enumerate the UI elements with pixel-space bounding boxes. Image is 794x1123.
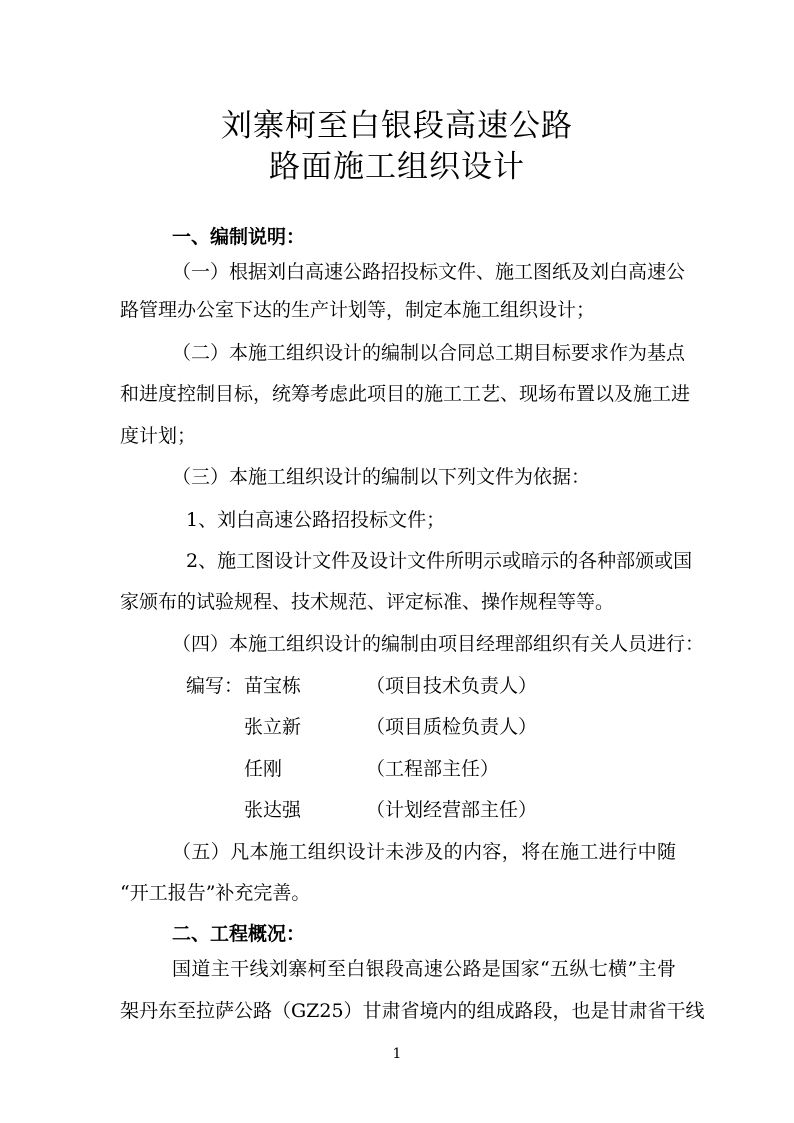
section-2-paragraph-line-2: 架丹东至拉萨公路（GZ25）甘肃省境内的组成路段，也是甘肃省干线 xyxy=(120,1000,705,1022)
team-member-role: （计划经营部主任） xyxy=(366,799,538,821)
paragraph-2-line-1: （二）本施工组织设计的编制以合同总工期目标要求作为基点 xyxy=(172,342,686,364)
team-member-role: （项目技术负责人） xyxy=(366,675,538,697)
paragraph-1-line-2: 路管理办公室下达的生产计划等，制定本施工组织设计； xyxy=(120,299,596,321)
team-member-name: 任刚 xyxy=(244,758,283,780)
list-item-2-line-2: 家颁布的试验规程、技术规范、评定标准、操作规程等等。 xyxy=(120,591,615,613)
team-member-role: （项目质检负责人） xyxy=(366,716,538,738)
paragraph-1-line-1: （一）根据刘白高速公路招投标文件、施工图纸及刘白高速公 xyxy=(172,261,686,283)
paragraph-3: （三）本施工组织设计的编制以下列文件为依据： xyxy=(172,466,591,488)
team-label: 编写： xyxy=(186,675,244,697)
section-2-paragraph-line-1: 国道主干线刘寨柯至白银段高速公路是国家“五纵七横”主骨 xyxy=(172,958,676,980)
team-member-name: 苗宝栋 xyxy=(244,675,302,697)
section-1-heading: 一、编制说明： xyxy=(172,226,306,248)
team-member-name: 张立新 xyxy=(244,716,302,738)
paragraph-5-line-1: （五）凡本施工组织设计未涉及的内容，将在施工进行中随 xyxy=(172,841,676,863)
page-number: 1 xyxy=(392,1046,402,1062)
document-title-line-2: 路面施工组织设计 xyxy=(269,149,525,185)
section-2-heading: 二、工程概况： xyxy=(172,923,306,945)
team-member-name: 张达强 xyxy=(244,799,302,821)
paragraph-5-line-2: “开工报告”补充完善。 xyxy=(120,882,311,904)
document-title-line-1: 刘寨柯至白银段高速公路 xyxy=(221,108,573,144)
list-item-1: 1、刘白高速公路招投标文件； xyxy=(186,509,446,531)
paragraph-2-line-3: 度计划； xyxy=(120,425,197,447)
team-member-role: （工程部主任） xyxy=(366,758,500,780)
list-item-2-line-1: 2、施工图设计文件及设计文件所明示或暗示的各种部颁或国 xyxy=(186,550,693,572)
paragraph-4: （四）本施工组织设计的编制由项目经理部组织有关人员进行： xyxy=(172,633,705,655)
paragraph-2-line-2: 和进度控制目标，统筹考虑此项目的施工工艺、现场布置以及施工进 xyxy=(120,383,691,405)
